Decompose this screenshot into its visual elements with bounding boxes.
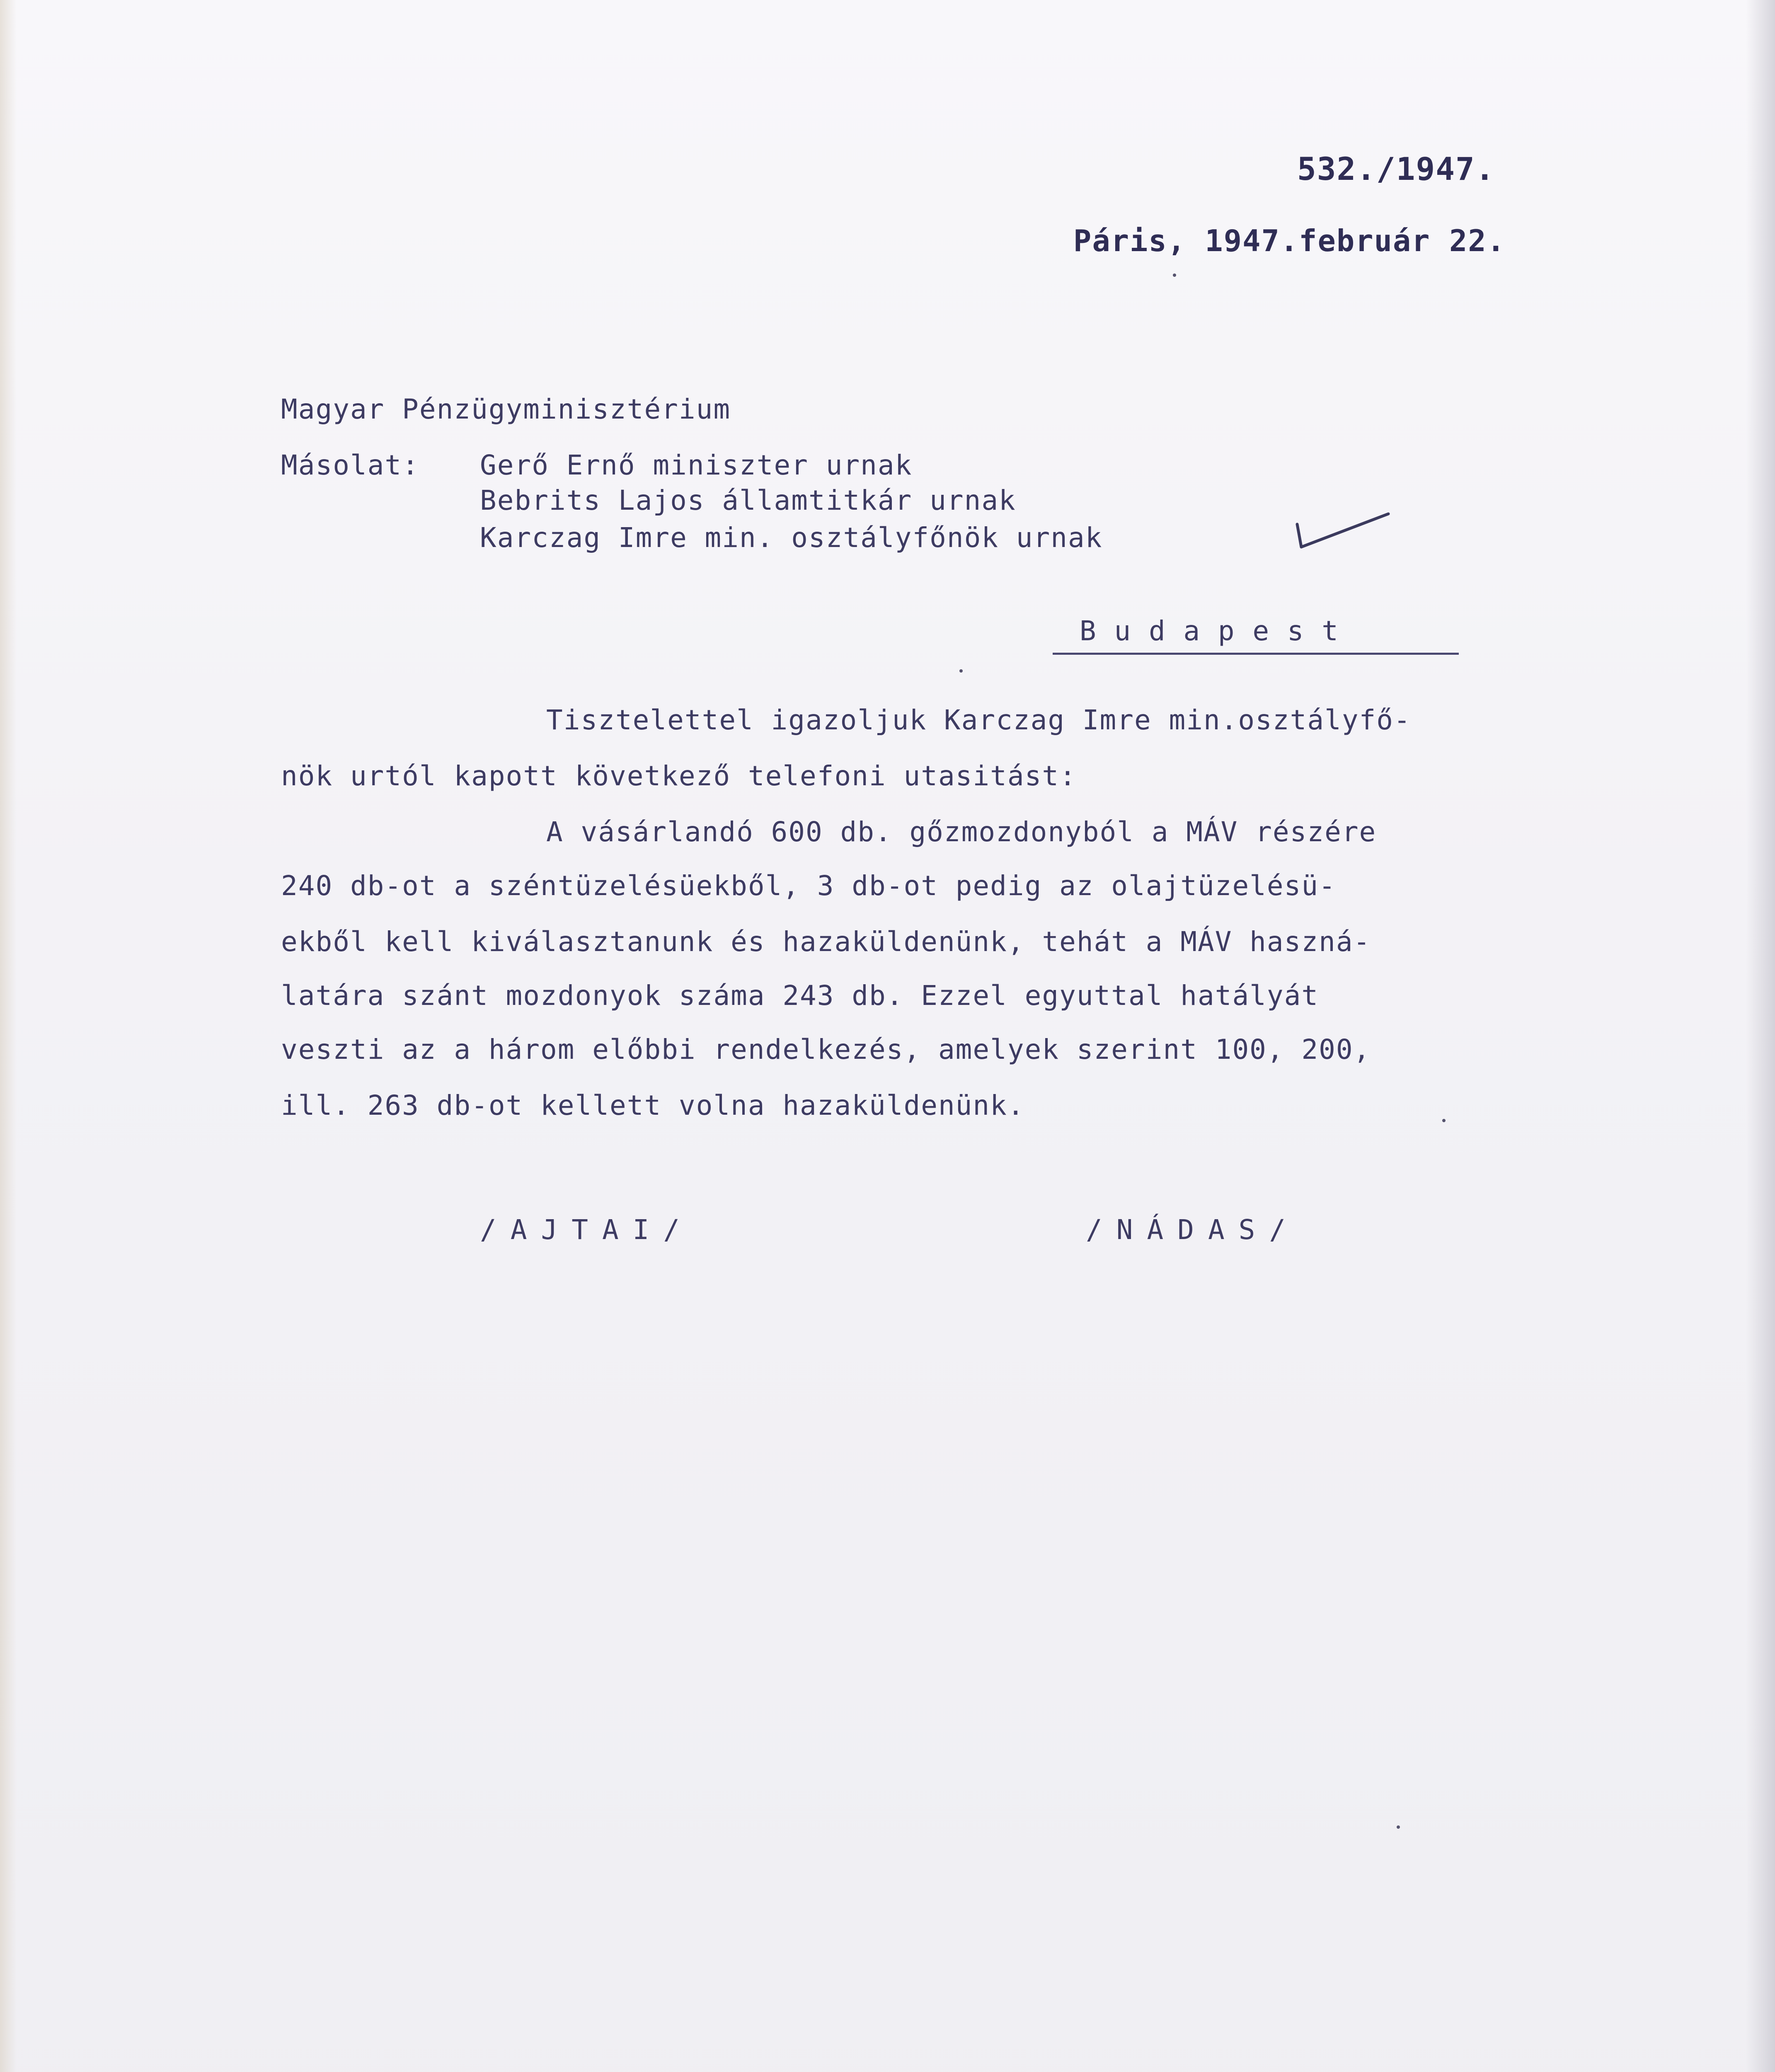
paper-left-edge: [0, 0, 17, 2072]
ink-speck: [1442, 1119, 1446, 1122]
body-line-8: ill. 263 db-ot kellett volna hazaküldenünk.: [281, 1089, 1025, 1121]
body-line-6: latára szánt mozdonyok száma 243 db. Ezzel egyuttal hatályát: [281, 980, 1319, 1012]
city-underline: [1053, 653, 1459, 655]
body-line-1: Tisztelettel igazoljuk Karczag Imre min.osztályfő-: [546, 704, 1411, 736]
ink-speck: [1173, 274, 1176, 277]
body-line-5: ekből kell kiválasztanunk és hazaküldenünk, tehát a MÁV haszná-: [281, 926, 1371, 958]
ink-speck: [1397, 1825, 1400, 1829]
body-line-7: veszti az a három előbbi rendelkezés, amelyek szerint 100, 200,: [281, 1034, 1371, 1065]
paper-right-edge: [1746, 0, 1775, 2072]
copy-recipient-1: Gerő Ernő miniszter urnak: [480, 449, 913, 481]
signature-right: /NÁDAS/: [1086, 1214, 1300, 1246]
signature-left: /AJTAI/: [480, 1214, 694, 1246]
city-heading: B u d a p e s t: [1080, 615, 1339, 647]
ink-speck: [959, 669, 963, 673]
recipient-main: Magyar Pénzügyminisztérium: [281, 393, 731, 425]
pen-check-mark-icon: [1289, 508, 1397, 562]
copy-recipient-3: Karczag Imre min. osztályfőnök urnak: [480, 522, 1103, 554]
reference-number: 532./1947.: [1297, 150, 1495, 187]
copy-recipient-2: Bebrits Lajos államtitkár urnak: [480, 484, 1016, 516]
place-date: Páris, 1947.február 22.: [1073, 223, 1506, 258]
body-line-2: nök urtól kapott következő telefoni utasitást:: [281, 760, 1077, 792]
body-line-4: 240 db-ot a széntüzelésüekből, 3 db-ot pedig az olajtüzelésü-: [281, 870, 1336, 902]
body-line-3: A vásárlandó 600 db. gőzmozdonyból a MÁV részére: [546, 816, 1377, 848]
copy-label: Másolat:: [281, 449, 419, 481]
